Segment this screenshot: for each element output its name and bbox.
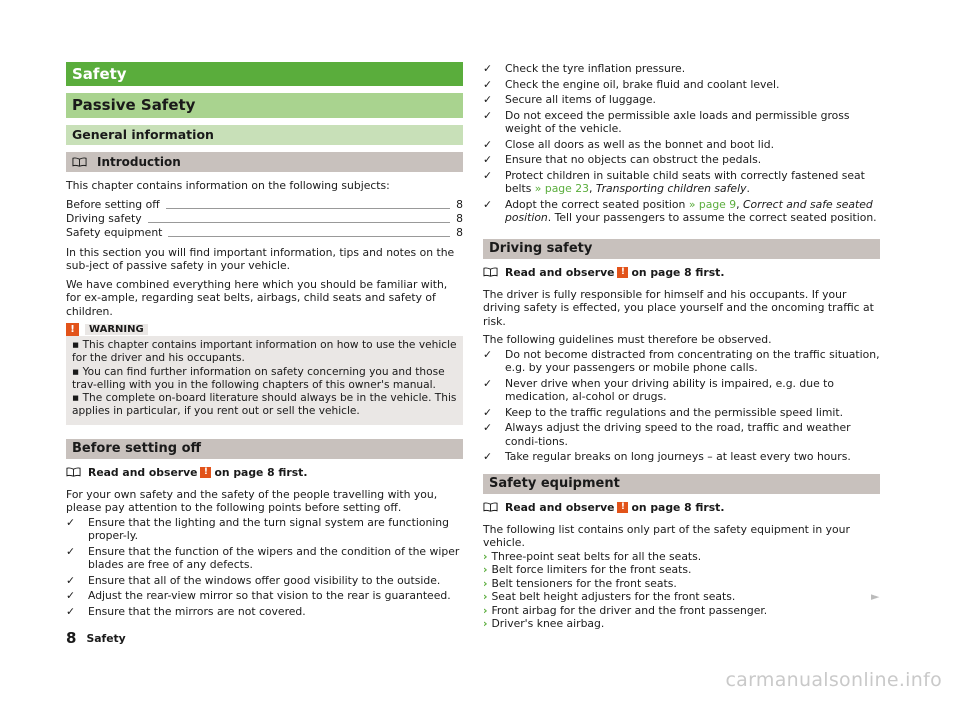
- before-text: For your own safety and the safety of the people travelling with you, please pay attention to the following points before setting off.: [66, 487, 438, 515]
- read-suffix: on page 8 first.: [214, 465, 308, 479]
- safety-equipment-header: Safety equipment: [483, 474, 880, 494]
- list-item: ✓ Check the tyre inflation pressure.: [483, 62, 686, 75]
- arrow-icon: ›: [483, 549, 488, 563]
- list-item: › Three-point seat belts for all the seats.: [483, 549, 702, 563]
- read-prefix: Read and observe: [88, 465, 198, 479]
- list-item: ✓ Ensure that no objects can obstruct the pedals.: [483, 153, 762, 166]
- chapter-header: Safety: [66, 62, 463, 86]
- list-item: ✓ Do not become distracted from concentrating on the traffic situation, e.g. by your passengers or mobile phone calls.: [483, 347, 880, 374]
- check-icon: ✓: [483, 197, 493, 211]
- page-number: 8: [66, 629, 77, 647]
- check-icon: ✓: [483, 62, 493, 75]
- toc-label: Driving safety: [66, 211, 142, 225]
- list-item: ✓ Ensure that the mirrors are not covered.: [66, 604, 306, 618]
- check-icon: ✓: [483, 153, 493, 166]
- warning-label: WARNING: [85, 324, 148, 335]
- toc-label: Before setting off: [66, 197, 160, 211]
- watermark: carmanualsonline.info: [725, 669, 942, 691]
- right-column: [483, 62, 880, 631]
- toc-row[interactable]: [66, 198, 463, 212]
- list-item: ✓ Adjust the rear-view mirror so that vision to the rear is guaranteed.: [66, 589, 451, 603]
- equip-list: [483, 550, 880, 631]
- read-suffix: on page 8 first.: [631, 500, 725, 514]
- before-setting-off-header: Before setting off: [66, 439, 463, 459]
- arrow-icon: ›: [483, 617, 488, 630]
- check-icon: ✓: [483, 93, 493, 106]
- warning-header: [66, 323, 463, 336]
- exclamation-icon: !: [66, 323, 79, 336]
- section-header: Passive Safety: [66, 93, 463, 118]
- exclamation-icon: !: [617, 267, 628, 278]
- arrow-icon: ›: [483, 603, 488, 617]
- continue-arrow-icon: ►: [871, 590, 880, 603]
- toc-row[interactable]: [66, 226, 463, 240]
- intro-title: Introduction: [97, 155, 181, 169]
- top-checklist: [483, 62, 880, 225]
- read-prefix: Read and observe: [505, 265, 615, 279]
- list-item: › Driver's knee airbag.: [483, 617, 605, 630]
- arrow-icon: ›: [483, 590, 488, 603]
- list-item: ✓ Never drive when your driving ability is impaired, e.g. due to medication, al-cohol or drugs.: [483, 376, 835, 403]
- list-item: ✓ Protect children in suitable child seats with correctly fastened seat belts » page 23, Transporting children safely.: [483, 168, 865, 195]
- list-item: ✓ Secure all items of luggage.: [483, 93, 656, 106]
- check-icon: ✓: [483, 347, 493, 361]
- exclamation-icon: !: [200, 467, 211, 478]
- before-checklist: [66, 516, 463, 619]
- toc-page: 8: [456, 197, 463, 211]
- read-observe-line: [483, 266, 880, 279]
- list-item: › Belt force limiters for the front seats.: [483, 563, 692, 576]
- check-icon: ✓: [483, 421, 493, 434]
- check-icon: ✓: [66, 573, 76, 587]
- book-icon: [483, 502, 498, 512]
- intro-para-2: We have combined everything here which you should be familiar with, for ex-ample, regarding seat belts, airbags, child seats and safety of children.: [66, 277, 448, 318]
- subsection-header: General information: [66, 125, 463, 145]
- list-item: › Front airbag for the driver and the front passenger.: [483, 603, 768, 617]
- list-item: ✓ Check the engine oil, brake fluid and coolant level.: [483, 77, 780, 91]
- driving-para-1: The driver is fully responsible for himself and his occupants. If your driving safety is effected, you place yourself and the oncoming traffic at risk.: [483, 287, 874, 328]
- list-item: ✓ Adopt the correct seated position » page 9, Correct and safe seated position. Tell your passengers to assume the correct seated position.: [483, 197, 877, 224]
- check-icon: ✓: [483, 77, 493, 91]
- intro-para-1: In this section you will find important information, tips and notes on the sub-ject of passive safety in your vehicle.: [66, 245, 455, 272]
- check-icon: ✓: [483, 168, 493, 182]
- footer-title: Safety: [86, 631, 126, 645]
- intro-text: This chapter contains information on the following subjects:: [66, 179, 390, 192]
- book-icon: [72, 157, 87, 167]
- arrow-icon: ›: [483, 563, 488, 576]
- list-item: ✓ Always adjust the driving speed to the road, traffic and weather condi-tions.: [483, 421, 851, 448]
- page-link[interactable]: » page 9: [688, 197, 737, 211]
- check-icon: ✓: [483, 376, 493, 390]
- list-item: ✓ Ensure that the lighting and the turn signal system are functioning proper-ly.: [66, 515, 449, 543]
- toc: [66, 198, 463, 240]
- toc-page: 8: [456, 211, 463, 225]
- list-item: ✓ Ensure that the function of the wipers and the condition of the wiper blades are free of any defects.: [66, 544, 460, 572]
- warning-box: [66, 323, 463, 425]
- driving-checklist: [483, 348, 880, 464]
- check-icon: ✓: [483, 405, 493, 419]
- list-item: › Belt tensioners for the front seats.: [483, 576, 677, 590]
- warning-body: ▪ This chapter contains important information on how to use the vehicle for the driver and his occupants. ▪ You can find further information on safety concerning you and those trav-elling with you in the following chapters of this owner's manual. ▪ The complete on-board literature should always be in the vehicle. This applies in particular, if you rent out or sell the vehicle.: [72, 339, 457, 418]
- toc-row[interactable]: [66, 212, 463, 226]
- list-item: ✓ Keep to the traffic regulations and the permissible speed limit.: [483, 405, 844, 419]
- warning-item: This chapter contains important information on how to use the vehicle for the driver and his occupants.: [72, 339, 457, 365]
- book-icon: [483, 267, 498, 277]
- list-item: › Seat belt height adjusters for the front seats.: [483, 590, 736, 603]
- toc-label: Safety equipment: [66, 225, 163, 239]
- read-prefix: Read and observe: [505, 500, 615, 514]
- check-icon: ✓: [483, 450, 493, 463]
- toc-page: 8: [456, 225, 463, 239]
- list-item: ✓ Do not exceed the permissible axle loads and permissible gross weight of the vehicle.: [483, 108, 850, 135]
- page-footer: [66, 629, 126, 647]
- check-icon: ✓: [483, 137, 493, 151]
- read-observe-line: [66, 466, 463, 479]
- exclamation-icon: !: [617, 502, 628, 513]
- list-item: ✓ Ensure that all of the windows offer good visibility to the outside.: [66, 573, 441, 587]
- driving-safety-header: Driving safety: [483, 239, 880, 259]
- left-column: [66, 62, 463, 620]
- page-link[interactable]: » page 23: [534, 182, 589, 195]
- check-icon: ✓: [483, 108, 493, 122]
- equip-text: The following list contains only part of the safety equipment in your vehicle.: [483, 522, 850, 549]
- check-icon: ✓: [66, 544, 76, 558]
- book-icon: [66, 467, 81, 477]
- read-suffix: on page 8 first.: [631, 265, 725, 279]
- driving-para-2: The following guidelines must therefore be observed.: [483, 333, 772, 346]
- read-observe-line: [483, 501, 880, 514]
- intro-header: [66, 152, 463, 172]
- list-item: ✓ Close all doors as well as the bonnet and boot lid.: [483, 137, 775, 151]
- arrow-icon: ›: [483, 576, 488, 590]
- check-icon: ✓: [66, 604, 76, 618]
- warning-item: You can find further information on safety concerning you and those trav-elling with you in the following chapters of this owner's manual.: [72, 365, 445, 391]
- check-icon: ✓: [66, 515, 76, 529]
- warning-item: The complete on-board literature should always be in the vehicle. This applies in particular, if you rent out or sell the vehicle.: [72, 392, 457, 418]
- list-item: ✓ Take regular breaks on long journeys – at least every two hours.: [483, 450, 851, 463]
- check-icon: ✓: [66, 589, 76, 603]
